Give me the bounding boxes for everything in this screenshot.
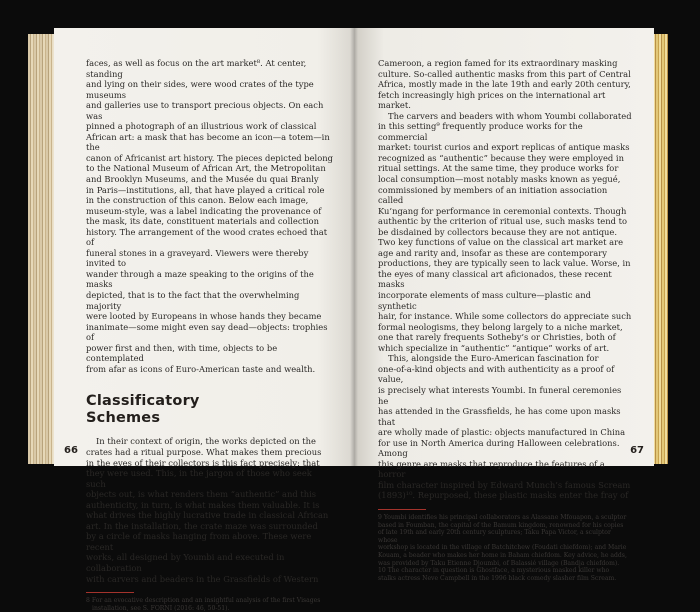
text-line: to the National Museum of African Art, the Metropolitan	[86, 163, 326, 174]
text-line: Africa, mostly made in the late 19th and early 20th century,	[378, 79, 631, 90]
text-line: are wholly made of plastic: objects manufactured in China	[378, 427, 626, 438]
text-line: African art: a mask that has become an icon—a totem—in the	[86, 131, 330, 153]
left-page	[54, 28, 354, 612]
left-intro-paragraph	[86, 58, 334, 374]
footnote-line: of late 19th and early 20th century sculptures; Taku Papa Victor, a sculptor whose	[378, 529, 611, 544]
text-line: history. The arrangement of the wood crates echoed that of	[86, 226, 328, 248]
left-section-paragraph	[86, 436, 334, 584]
text-line: by a circle of masks hanging from above. These were recent	[86, 531, 312, 552]
text-line: in the eyes of their collectors is this fact precisely: that	[86, 457, 320, 468]
page-number-right: 67	[630, 445, 644, 456]
text-line: which specialize in “authentic” “antique” works of art.	[378, 342, 610, 353]
text-line: This, alongside the Euro-American fascination for	[388, 353, 599, 364]
footnote-line: installation, see S. FORNI (2016: 46, 50-51).	[92, 604, 230, 612]
text-line: market: tourist curios and export replicas of antique masks	[378, 142, 630, 153]
text-line: the eyes of many classical art aficionados, these recent masks	[378, 268, 612, 290]
section-heading	[86, 393, 334, 427]
text-line: productions, they are typically seen to lack value. Worse, in	[378, 258, 631, 269]
text-line: were looted by Europeans in whose hands they became	[86, 311, 322, 322]
text-line: The carvers and beaders with whom Youmbi collaborated	[388, 110, 632, 121]
text-line: depicted, that is to the fact that the overwhelming majority	[86, 290, 300, 311]
text-line: canon of Africanist art history. The pieces depicted belong	[86, 152, 333, 163]
text-line: fetch increasingly high prices on the international art market.	[378, 89, 606, 111]
text-line: recognized as “authentic” because they were employed in	[378, 152, 624, 163]
text-line: (1893)¹⁰. Repurposed, these plastic masks enter the fray of	[378, 490, 629, 501]
footnotes-9-10	[378, 514, 632, 582]
right-page	[354, 28, 654, 582]
text-line: authentic by the criterion of ritual use, such masks tend to	[378, 216, 627, 227]
text-line: inanimate—some might even say dead—objects: trophies of	[86, 321, 328, 343]
text-line: in the construction of this canon. Below each image,	[86, 195, 309, 206]
text-line: age and rarity and, insofar as these are contemporary	[378, 247, 607, 258]
text-line: objects out, is what renders them “authentic” and this	[86, 489, 317, 500]
text-line: Cameroon, a region famed for its extraordinary masking	[378, 58, 618, 68]
page-number-left: 66	[64, 445, 78, 456]
heading-line: Classificatory	[86, 393, 200, 410]
book-gutter	[350, 28, 358, 466]
text-line: be disdained by collectors because they are not antique.	[378, 226, 617, 237]
footnote-line: Kouam, a beader who makes her home in Baham chiefdom. Key advice, he adds,	[378, 551, 627, 559]
text-line: what drives the highly lucrative trade in classical African	[86, 510, 329, 521]
text-line: museum-style, was a label indicating the provenance of	[86, 205, 322, 216]
text-line: commissioned by members of an initiation association called	[378, 184, 608, 206]
text-line: Ku’ngang for performance in ceremonial contexts. Though	[378, 205, 627, 216]
text-line: with carvers and beaders in the Grassfields of Western	[86, 573, 319, 584]
text-line: in this setting⁹ frequently produce works for the commercial	[378, 121, 583, 142]
text-line: crates had a ritual purpose. What makes them precious	[86, 446, 322, 457]
footnote-8	[86, 597, 334, 612]
text-line: and Brooklyn Museums, and the Musée du quai Branly	[86, 174, 319, 185]
footnote-line: 10 The character in question is Ghostface, a mysterious masked killer who	[378, 567, 610, 575]
right-paragraph-1	[378, 58, 632, 111]
footnote-line: was provided by Taku Etienne Djoumbi, of Balassié village (Bandja chiefdom).	[378, 559, 620, 567]
footnote-line: 9 Youmbi identifies his principal collaborators as Alassane Mfouapon, a sculptor	[378, 513, 627, 521]
footnote-line: 8 For an evocative description and an insightful analysis of the first Visages	[86, 597, 321, 605]
text-line: culture. So-called authentic masks from this part of Central	[378, 68, 631, 79]
text-line: authenticity, in turn, is what makes them valuable. It is	[86, 499, 320, 510]
text-line: pinned a photograph of an illustrious work of classical	[86, 121, 317, 132]
text-line: hair, for instance. While some collectors do appreciate such	[378, 311, 632, 322]
heading-line: Schemes	[86, 410, 161, 427]
text-line: and lying on their sides, were wood crates of the type museums	[86, 79, 314, 100]
text-line: in Paris—institutions, all, that have played a critical role	[86, 184, 325, 195]
open-book	[28, 28, 668, 612]
footnote-line: stalks actress Neve Campbell in the 1996 black comedy slasher film Scream.	[378, 574, 617, 582]
text-line: funeral stones in a graveyard. Viewers were thereby invited to	[86, 247, 309, 269]
text-line: from afar as icons of Euro-American taste and wealth.	[86, 363, 316, 374]
text-line: wander through a maze speaking to the origins of the masks	[86, 268, 314, 290]
text-line: this genre are masks that reproduce the features of a horror	[378, 458, 605, 480]
text-line: one-of-a-kind objects and with authenticity as a proof of value,	[378, 363, 615, 385]
text-line: and galleries use to transport precious objects. On each was	[86, 100, 324, 121]
footnote-line: based in Foumban, the capital of the Bamum kingdom, renowned for his copies	[378, 521, 624, 529]
text-line: local consumption—most notably masks known as yegué,	[378, 174, 621, 185]
footnote-rule	[378, 509, 426, 510]
text-line: they were used. This, in the jargon of those who seek such	[86, 468, 312, 489]
text-line: formal neologisms, they belong largely to a niche market,	[378, 321, 623, 332]
text-line: incorporate elements of mass culture—plastic and synthetic	[378, 290, 591, 311]
footnote-line: workshop is located in the village of Batchitchew (Foudati chiefdom); and Marie	[378, 544, 627, 552]
text-line: has attended in the Grassfields, he has come upon masks that	[378, 406, 621, 427]
text-line: one that rarely frequents Sotheby’s or Christies, both of	[378, 332, 616, 343]
text-line: works, all designed by Youmbi and executed in collaboration	[86, 552, 285, 573]
text-line: the mask, its date, constituent materials and collection	[86, 216, 319, 227]
text-line: ritual settings. At the same time, they produce works for	[378, 163, 619, 174]
right-paragraph-2	[378, 111, 632, 354]
text-line: power first and then, with time, objects to be contemplated	[86, 342, 278, 364]
page-edges-left	[28, 34, 56, 464]
text-line: for use in North America during Halloween celebrations. Among	[378, 437, 620, 459]
text-line: faces, as well as focus on the art market⁸. At center, standing	[86, 58, 307, 79]
text-line: is precisely what interests Youmbi. In funeral ceremonies he	[378, 384, 622, 406]
footnote-rule	[86, 592, 134, 593]
text-line: Two key functions of value on the classical art market are	[378, 237, 624, 248]
right-paragraph-3	[378, 353, 632, 501]
text-line: art. In the installation, the crate maze was surrounded	[86, 520, 318, 531]
text-line: In their context of origin, the works depicted on the	[96, 436, 316, 447]
text-line: film character inspired by Edward Munch’s famous Scream	[378, 479, 631, 490]
